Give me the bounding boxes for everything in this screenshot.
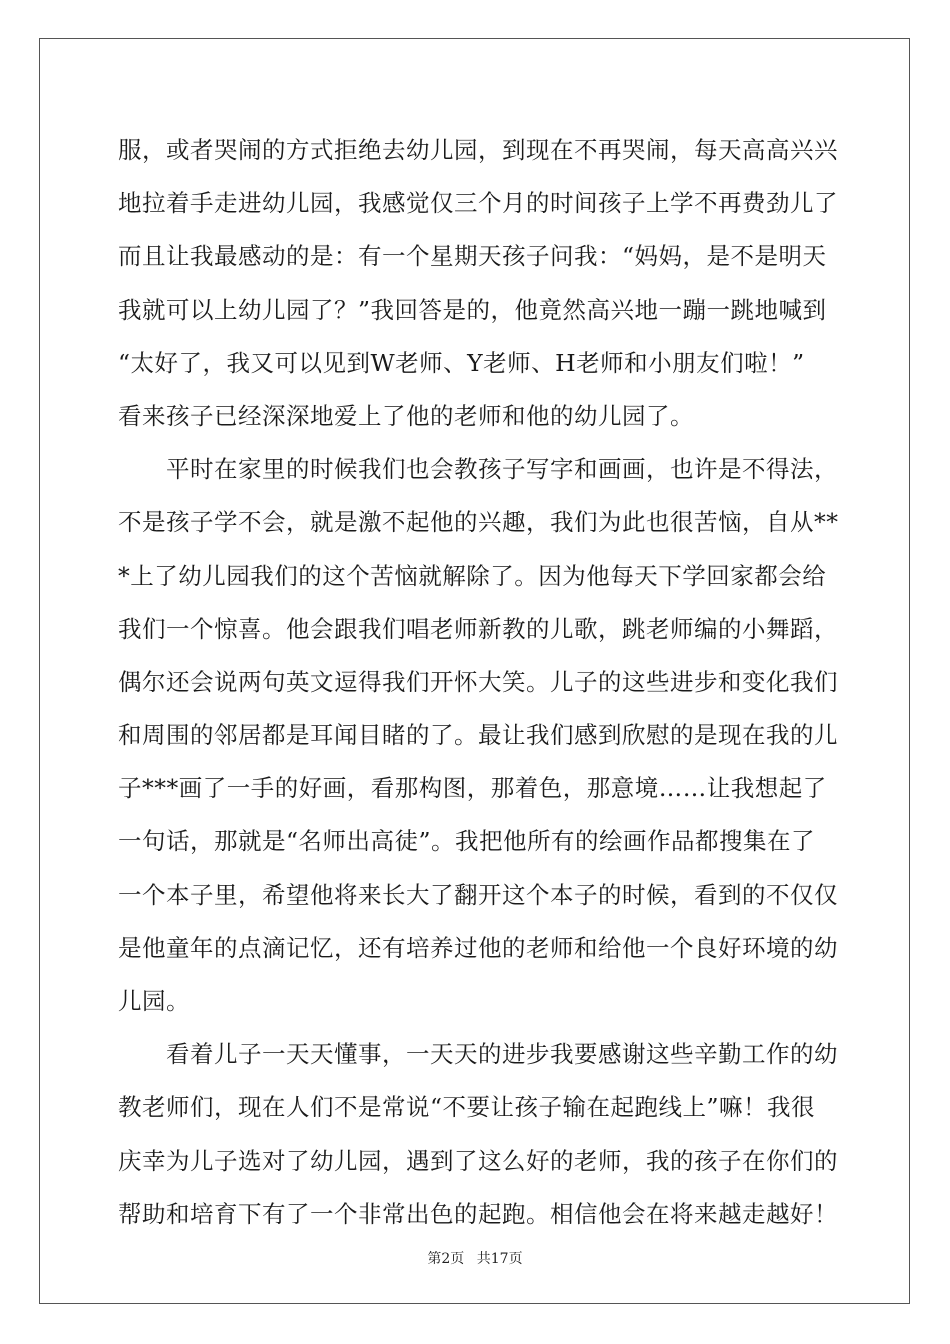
text-line: 一个本子里，希望他将来长大了翻开这个本子的时候，看到的不仅仅	[118, 880, 838, 909]
text-line: 看来孩子已经深深地爱上了他的老师和他的幼儿园了。	[118, 401, 694, 430]
text-line: 是他童年的点滴记忆，还有培养过他的老师和给他一个良好环境的幼	[118, 933, 838, 962]
text-line: 一句话，那就是“名师出高徒”。我把他所有的绘画作品都搜集在了	[118, 827, 816, 856]
text-line: 我们一个惊喜。他会跟我们唱老师新教的儿歌，跳老师编的小舞蹈，	[118, 614, 838, 643]
text-line: 帮助和培育下有了一个非常出色的起跑。相信他会在将来越走越好！	[118, 1199, 838, 1228]
text-line: 和周围的邻居都是耳闻目睹的了。最让我们感到欣慰的是现在我的儿	[118, 721, 838, 750]
text-line: 儿园。	[118, 987, 190, 1015]
text-line: 而且让我最感动的是：有一个星期天孩子问我：“妈妈，是不是明天	[118, 242, 827, 271]
text-line: 我就可以上幼儿园了？”我回答是的，他竟然高兴地一蹦一跳地喊到	[118, 295, 827, 324]
text-line: 地拉着手走进幼儿园，我感觉仅三个月的时间孩子上学不再费劲儿了	[118, 189, 838, 218]
text-line: 子***画了一手的好画，看那构图，那着色，那意境……让我想起了	[118, 774, 827, 803]
text-line: 平时在家里的时候我们也会教孩子写字和画画，也许是不得法，	[118, 455, 838, 484]
text-line: 庆幸为儿子选对了幼儿园，遇到了这么好的老师，我的孩子在你们的	[118, 1146, 838, 1175]
text-line: 教老师们，现在人们不是常说“不要让孩子输在起跑线上”嘛！我很	[118, 1093, 816, 1122]
page-number: 第2页	[427, 1251, 465, 1267]
document-body	[118, 124, 838, 1241]
text-line: 偶尔还会说两句英文逗得我们开怀大笑。儿子的这些进步和变化我们	[118, 667, 838, 696]
text-line: 服，或者哭闹的方式拒绝去幼儿园，到现在不再哭闹，每天高高兴兴	[118, 136, 838, 164]
text-line: “太好了，我又可以见到W老师、Y老师、H老师和小朋友们啦！”	[118, 348, 805, 377]
text-line: *上了幼儿园我们的这个苦恼就解除了。因为他每天下学回家都会给	[118, 561, 827, 590]
page-total: 共17页	[476, 1251, 523, 1267]
page-footer	[0, 1248, 950, 1268]
text-line: 不是孩子学不会，就是激不起他的兴趣，我们为此也很苦恼，自从**	[118, 508, 839, 537]
text-line: 看着儿子一天天懂事，一天天的进步我要感谢这些辛勤工作的幼	[118, 1040, 838, 1069]
